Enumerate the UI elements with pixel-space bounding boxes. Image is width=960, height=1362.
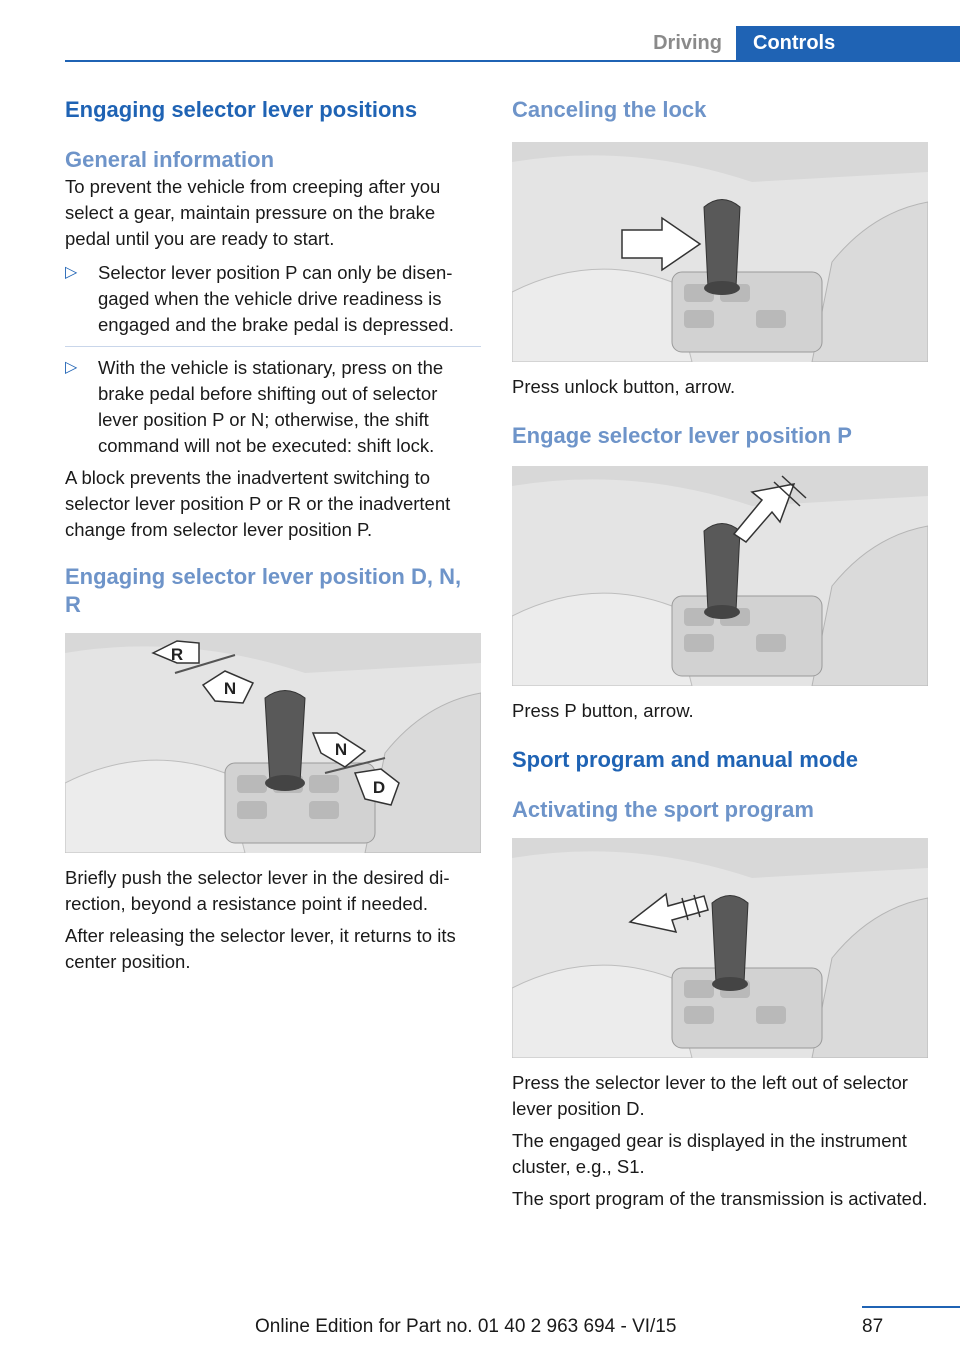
right-column (512, 96, 928, 1212)
triangle-bullet-icon: ▷ (65, 359, 78, 376)
label-n-up: N (223, 679, 237, 698)
paragraph-sport-activated: The sport program of the transmission is activated. (512, 1188, 928, 1209)
heading-sport-manual: Sport program and manual mode (512, 747, 858, 772)
heading-canceling-lock: Canceling the lock (512, 97, 707, 122)
figure-dnr-shifter (65, 633, 481, 853)
bullet-item (65, 260, 481, 346)
heading-engage-p: Engage selector lever position P (512, 423, 852, 448)
header-section-label: Driving (653, 32, 722, 54)
header-chapter-tab: Controls (736, 26, 960, 62)
label-n-down: N (334, 740, 348, 759)
heading-general-information: General information (65, 147, 275, 172)
paragraph-engaged-gear: The engaged gear is displayed in the instrument cluster, e.g., S1. (512, 1130, 907, 1177)
left-column (65, 96, 481, 975)
paragraph-release: After releasing the selector lever, it returns to its center position. (65, 925, 456, 972)
footer-rule (862, 1306, 960, 1308)
paragraph-creeping: To prevent the vehicle from creeping after you select a gear, maintain pressure on the brake pedal until you are ready to start. (65, 176, 441, 249)
header-rule (65, 60, 960, 62)
figure-p-button (512, 466, 928, 686)
bullet-list (65, 260, 481, 465)
footer-edition: Online Edition for Part no. 01 40 2 963 694 - VI/15 (255, 1316, 677, 1337)
paragraph-unlock: Press unlock button, arrow. (512, 376, 736, 397)
bullet-text: With the vehicle is stationary, press on the brake pedal before shifting out of selector lever position P or N; otherwise, the shift command will not be executed: shift lock. (98, 357, 444, 456)
paragraph-p-button: Press P button, arrow. (512, 700, 694, 721)
bullet-text: Selector lever position P can only be disengaged when the vehicle drive readiness is engaged and the brake pedal is depressed. (98, 262, 454, 335)
figure-unlock-button (512, 142, 928, 362)
triangle-bullet-icon: ▷ (65, 264, 78, 281)
figure-sport-program (512, 838, 928, 1058)
paragraph-push: Briefly push the selector lever in the desired direction, beyond a resistance point if needed. (65, 867, 450, 914)
heading-activate-sport: Activating the sport program (512, 797, 814, 822)
page-number: 87 (862, 1316, 884, 1337)
heading-engaging-selector: Engaging selector lever positions (65, 97, 418, 122)
paragraph-press-left: Press the selector lever to the left out of selector lever position D. (512, 1072, 908, 1119)
heading-engage-dnr: Engaging selector lever position D, N, R (65, 564, 462, 617)
label-d: D (372, 778, 386, 797)
label-r: R (170, 645, 184, 664)
paragraph-block: A block prevents the inadvertent switching to selector lever position P or R or the inadvertent change from selector lever position P. (65, 467, 451, 540)
bullet-item (65, 346, 481, 465)
